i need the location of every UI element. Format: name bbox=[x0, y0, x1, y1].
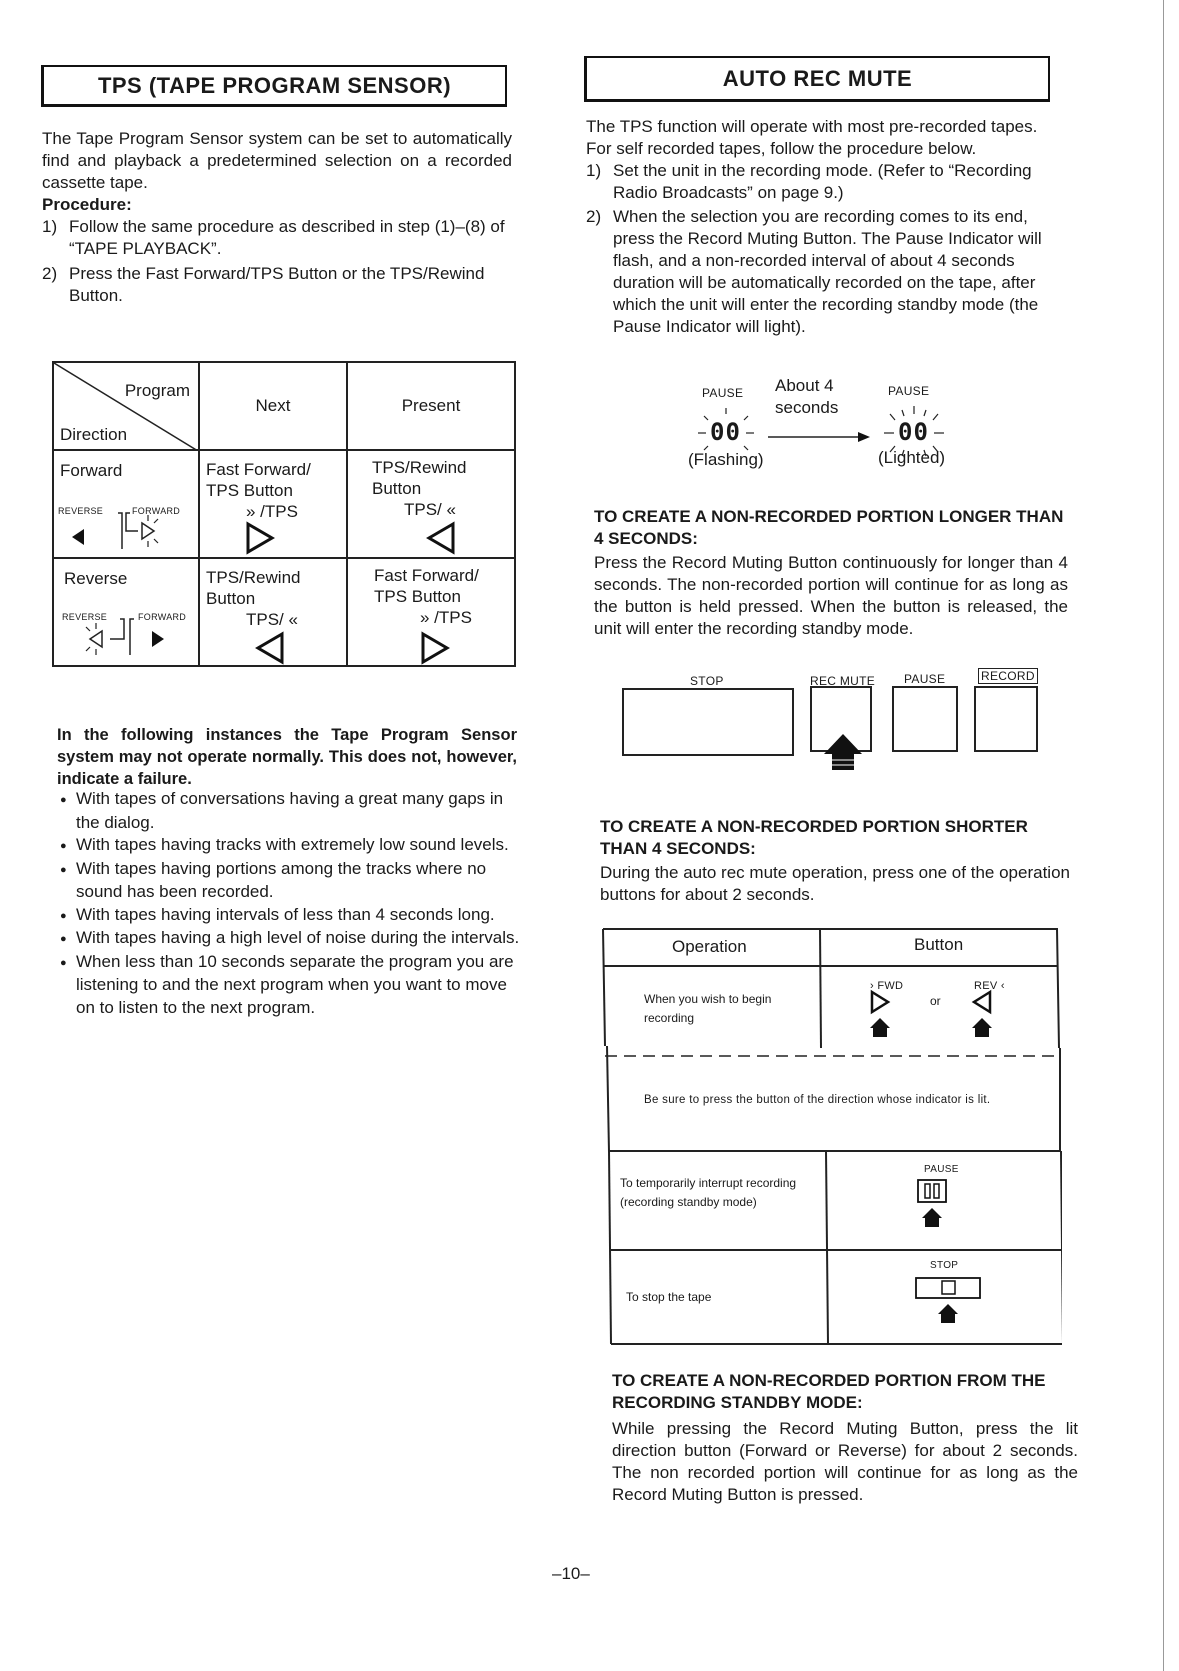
reverse-indicator-icon bbox=[54, 559, 198, 667]
reverse-small-label: REVERSE bbox=[62, 612, 108, 622]
fwd-label: › FWD bbox=[870, 980, 904, 992]
list-item: ● With tapes having tracks with extremely low sound levels. bbox=[60, 834, 526, 858]
forward-small-label: FORWARD bbox=[138, 612, 187, 622]
row-forward-present: TPS/Rewind Button TPS/ « bbox=[347, 450, 515, 558]
tps-intro-block bbox=[42, 128, 512, 307]
list-item: ● When less than 10 seconds separate the program you are listening to and the next program when you want to move on to listen to the next program. bbox=[60, 951, 526, 1020]
fwd-rev-button-icons bbox=[860, 988, 1060, 1048]
row-forward-next: Fast Forward/ TPS Button » /TPS bbox=[199, 450, 347, 558]
auto-rec-step-2: 2) When the selection you are recording comes to its end, press the Record Muting Button. The Pause Indicator will flash, and a non-recorded interval of about 4 seconds duration will be automatically recorded on the tape, after which the unit will enter the recording standby mode (the Pause Indicator will light). bbox=[586, 207, 1042, 336]
reverse-small-label: REVERSE bbox=[58, 506, 104, 516]
col-next-header: Next bbox=[199, 362, 347, 450]
pause-btn-label: PAUSE bbox=[924, 1164, 959, 1175]
procedure-label: Procedure: bbox=[42, 195, 132, 214]
shorter-text: During the auto rec mute operation, press one of the operation buttons for about 2 seconds. bbox=[600, 863, 1070, 904]
page-number: –10– bbox=[552, 1564, 590, 1583]
table-corner-cell bbox=[53, 362, 199, 450]
direction-note: Be sure to press the button of the direction whose indicator is lit. bbox=[644, 1094, 991, 1106]
button-panel bbox=[620, 664, 1040, 774]
flashing-label: (Flashing) bbox=[688, 450, 764, 469]
lighted-label: (Lighted) bbox=[878, 448, 946, 467]
press-finger-icon bbox=[818, 732, 868, 774]
list-item: ● With tapes of conversations having a great many gaps in the dialog. bbox=[60, 788, 526, 834]
auto-rec-intro-2: For self recorded tapes, follow the procedure below. bbox=[586, 139, 977, 158]
auto-rec-step-1: 1) Set the unit in the recording mode. (Refer to “Recording Radio Broadcasts” on page 9.) bbox=[586, 161, 1032, 202]
tps-step-1: 1) Follow the same procedure as described in step (1)–(8) of “TAPE PLAYBACK”. bbox=[42, 217, 505, 258]
stop-button-icon bbox=[914, 1276, 994, 1340]
rewind-play-icon bbox=[426, 521, 456, 555]
pause-right-label: PAUSE bbox=[888, 384, 930, 398]
longer-heading: TO CREATE A NON-RECORDED PORTION LONGER THAN 4 SECONDS: bbox=[594, 507, 1064, 548]
pause-label: PAUSE bbox=[904, 672, 946, 686]
col-present-header: Present bbox=[347, 362, 515, 450]
table-row bbox=[53, 450, 515, 558]
list-item: ● With tapes having intervals of less than 4 seconds long. bbox=[60, 904, 526, 928]
forward-indicator-icon bbox=[54, 451, 198, 559]
list-item: ● With tapes having portions among the tracks where no sound has been recorded. bbox=[60, 858, 526, 904]
longer-text: Press the Record Muting Button continuously for longer than 4 seconds. The non-recorded portion will continue for as long as the button is held pressed. When the button is released, the unit will enter the recording standby mode. bbox=[594, 553, 1068, 638]
auto-rec-intro-block bbox=[586, 116, 1062, 338]
pause-glyph-left: 00 bbox=[710, 418, 741, 446]
operation-table bbox=[602, 928, 1062, 1348]
stop-btn-label: STOP bbox=[930, 1260, 959, 1271]
tps-table bbox=[52, 361, 516, 667]
tps-bullet-list bbox=[60, 788, 526, 1019]
row-forward-direction: Forward REVERSE FORWARD bbox=[53, 450, 199, 558]
rev-label: REV ‹ bbox=[974, 980, 1005, 992]
pause-left-label: PAUSE bbox=[702, 386, 744, 400]
rewind-play-icon bbox=[255, 631, 285, 665]
or-label: or bbox=[930, 994, 941, 1008]
stop-button[interactable] bbox=[622, 688, 794, 756]
tps-step-2: 2) Press the Fast Forward/TPS Button or the TPS/Rewind Button. bbox=[42, 264, 485, 305]
forward-play-icon bbox=[245, 521, 275, 555]
row-reverse-direction: Reverse REVERSE FORWARD bbox=[53, 558, 199, 666]
record-label: RECORD bbox=[978, 668, 1038, 684]
pause-indicator-diagram bbox=[690, 374, 970, 474]
tps-warning: In the following instances the Tape Program Sensor system may not operate normally. This does not, however, indicate a failure. bbox=[57, 726, 517, 788]
table-row bbox=[53, 558, 515, 666]
standby-text: While pressing the Record Muting Button, press the lit direction button (Forward or Reverse) for about 2 seconds. The non recorded portion will continue for as long as the Record Muting Button is pressed. bbox=[612, 1419, 1078, 1504]
standby-heading: TO CREATE A NON-RECORDED PORTION FROM THE RECORDING STANDBY MODE: bbox=[612, 1371, 1046, 1412]
forward-play-icon bbox=[420, 631, 450, 665]
pause-glyph-right: 00 bbox=[898, 418, 929, 446]
shorter-heading: TO CREATE A NON-RECORDED PORTION SHORTER THAN 4 SECONDS: bbox=[600, 817, 1028, 858]
record-button[interactable] bbox=[974, 686, 1038, 752]
row1-operation: When you wish to begin recording bbox=[644, 992, 772, 1025]
row2-operation: To temporarily interrupt recording (recording standby mode) bbox=[620, 1176, 797, 1209]
stop-label: STOP bbox=[690, 674, 724, 688]
corner-program-label: Program bbox=[124, 381, 190, 400]
corner-direction-label: Direction bbox=[60, 425, 128, 444]
about-label-1: About 4 bbox=[775, 376, 834, 395]
pause-button[interactable] bbox=[892, 686, 958, 752]
auto-rec-mute-title: AUTO REC MUTE bbox=[584, 56, 1050, 102]
row3-operation: To stop the tape bbox=[626, 1290, 712, 1304]
about-label-2: seconds bbox=[775, 398, 839, 417]
tps-intro: The Tape Program Sensor system can be set to automatically find and playback a predetermined selection on a recorded cassette tape. bbox=[42, 129, 512, 192]
row-reverse-next: TPS/Rewind Button TPS/ « bbox=[199, 558, 347, 666]
col-button-header: Button bbox=[914, 935, 964, 954]
auto-rec-intro-1: The TPS function will operate with most pre-recorded tapes. bbox=[586, 117, 1038, 136]
scan-edge-line bbox=[1163, 0, 1164, 1671]
forward-small-label: FORWARD bbox=[132, 506, 181, 516]
list-item: ● With tapes having a high level of noise during the intervals. bbox=[60, 927, 526, 951]
tps-title: TPS (TAPE PROGRAM SENSOR) bbox=[41, 65, 507, 107]
col-operation-header: Operation bbox=[672, 937, 747, 956]
row-reverse-present: Fast Forward/ TPS Button » /TPS bbox=[347, 558, 515, 666]
rec-mute-label: REC MUTE bbox=[810, 674, 876, 688]
pause-button-icon bbox=[914, 1178, 974, 1238]
